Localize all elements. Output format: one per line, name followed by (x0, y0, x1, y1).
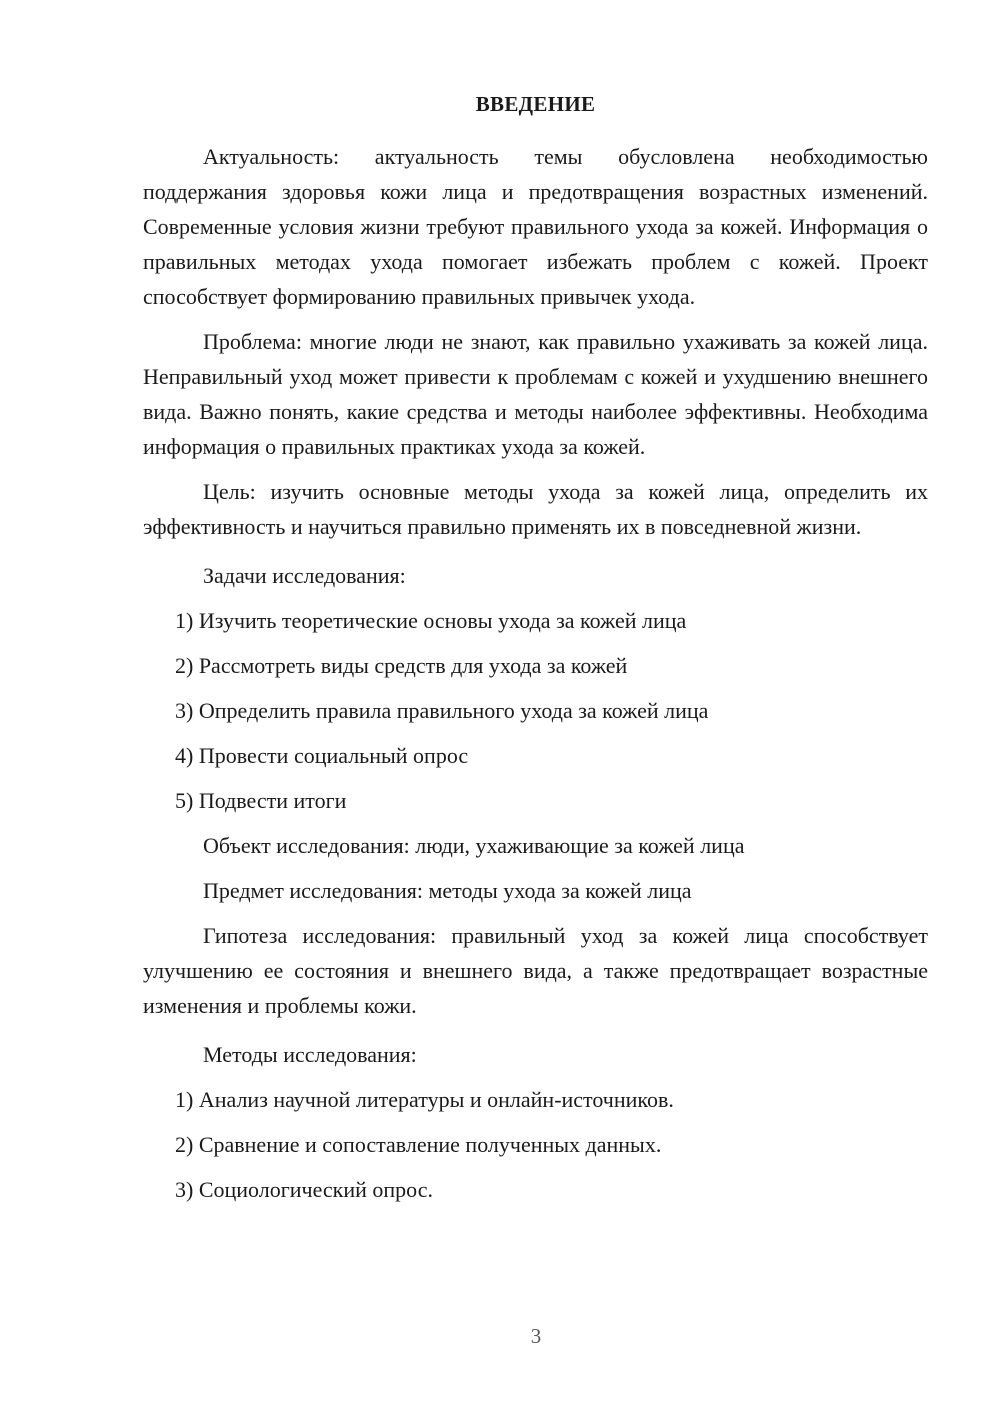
research-subject: Предмет исследования: методы ухода за кожей лица (203, 878, 692, 903)
task-item: 4) Провести социальный опрос (175, 743, 469, 768)
task-item: 2) Рассмотреть виды средств для ухода за кожей (175, 653, 628, 678)
task-item: 1) Изучить теоретические основы ухода за кожей лица (175, 608, 687, 633)
page-title: ВВЕДЕНИЕ (475, 92, 596, 116)
method-item: 1) Анализ научной литературы и онлайн-источников. (175, 1087, 674, 1112)
methods-list (143, 1082, 928, 1207)
page-content (143, 92, 928, 1207)
tasks-label: Задачи исследования: (203, 563, 406, 588)
method-item: 2) Сравнение и сопоставление полученных данных. (175, 1132, 662, 1157)
page-number: 3 (530, 1324, 542, 1348)
methods-label: Методы исследования: (203, 1042, 417, 1067)
task-item: 5) Подвести итоги (175, 788, 347, 813)
goal-paragraph: Цель: изучить основные методы ухода за кожей лица, определить их эффективность и научиться правильно применять их в повседневной жизни. (143, 479, 928, 539)
relevance-paragraph: Актуальность: актуальность темы обусловлена необходимостью поддержания здоровья кожи лица и предотвращения возрастных изменений. Современные условия жизни требуют правильного ухода за кожей. Информация о правильных методах ухода помогает избежать проблем с кожей. Проект способствует формированию правильных привычек ухода. (143, 144, 928, 309)
method-item: 3) Социологический опрос. (175, 1177, 433, 1202)
tasks-list (143, 603, 928, 818)
task-item: 3) Определить правила правильного ухода за кожей лица (175, 698, 709, 723)
problem-paragraph: Проблема: многие люди не знают, как правильно ухаживать за кожей лица. Неправильный уход может привести к проблемам с кожей и ухудшению внешнего вида. Важно понять, какие средства и методы наиболее эффективны. Необходима информация о правильных практиках ухода за кожей. (143, 329, 928, 459)
research-object: Объект исследования: люди, ухаживающие за кожей лица (203, 833, 745, 858)
hypothesis-paragraph: Гипотеза исследования: правильный уход за кожей лица способствует улучшению ее состояния и внешнего вида, а также предотвращает возрастные изменения и проблемы кожи. (143, 923, 928, 1018)
